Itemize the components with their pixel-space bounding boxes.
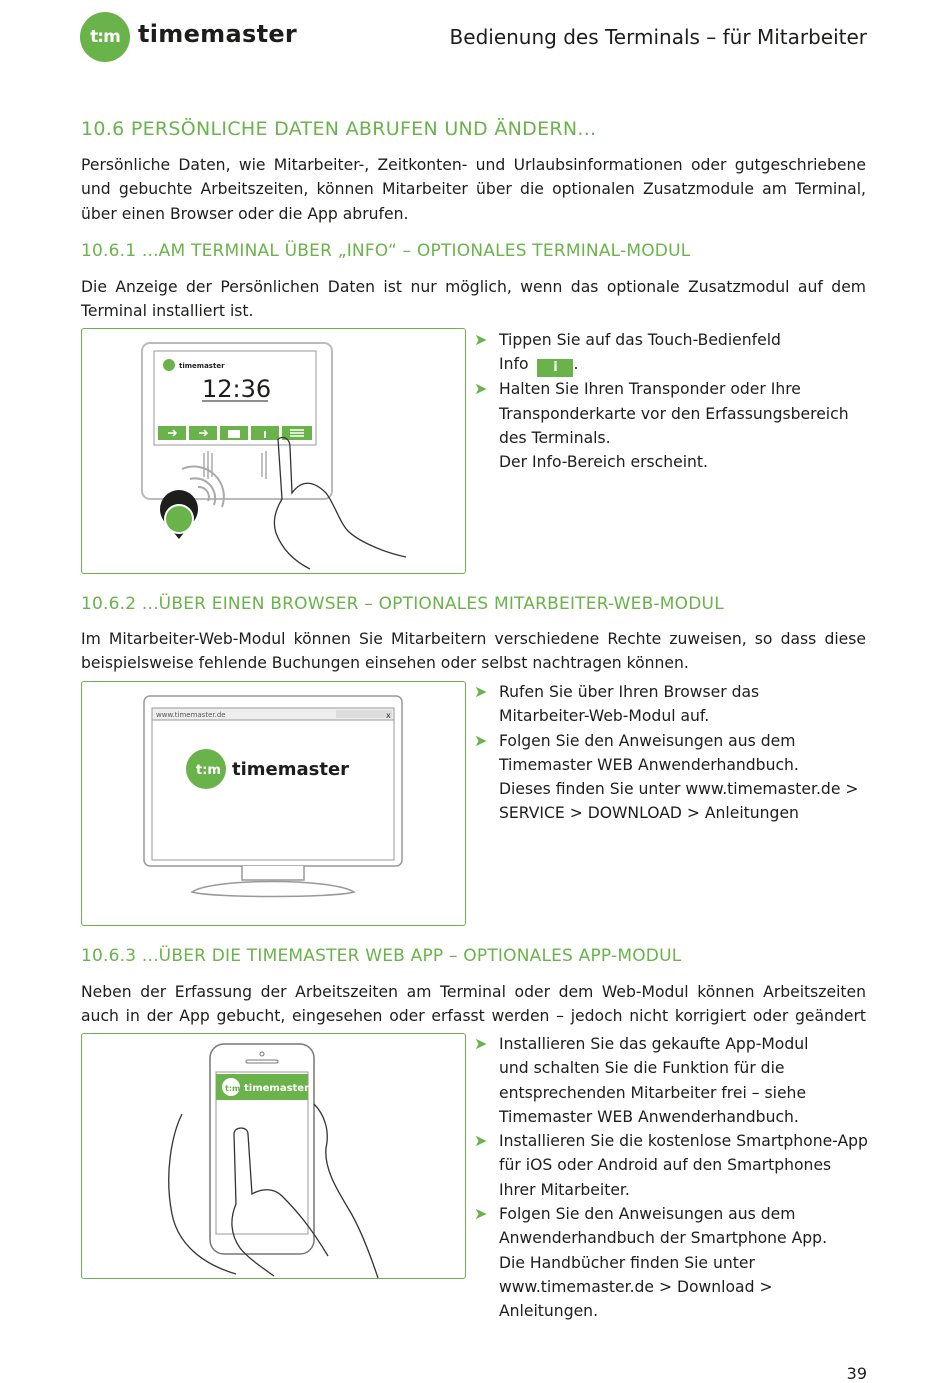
step-line: Timemaster WEB Anwenderhandbuch. [499,1107,799,1126]
info-icon: i [537,359,573,377]
step-line: Installieren Sie die kostenlose Smartphone-App [499,1132,868,1151]
step-line: Halten Sie Ihren Transponder oder Ihre [499,380,801,399]
terminal-logo-icon [163,359,175,371]
step-line: Transponderkarte vor den Erfassungsbereich [499,404,849,423]
section-heading: 10.6 PERSÖNLICHE DATEN ABRUFEN UND ÄNDERN... [81,118,597,140]
svg-text:t:m: t:m [196,763,221,778]
step-line: Dieses finden Sie unter www.timemaster.de > [499,780,859,799]
browser-url: www.timemaster.de [156,711,226,719]
smartphone-drawing [82,1034,465,1278]
step-line: Die Handbücher finden Sie unter [499,1253,755,1272]
brand-name: timemaster [138,20,298,48]
chevron-right-icon: ➤ [474,682,488,701]
chevron-right-icon: ➤ [474,330,488,349]
terminal-time: 12:36 [202,375,272,403]
step-line: entsprechenden Mitarbeiter frei – siehe [499,1083,807,1102]
step-line: für iOS oder Android auf den Smartphones [499,1156,832,1175]
step-line: Folgen Sie den Anweisungen aus dem [499,1205,796,1224]
step-item [474,729,894,826]
step-line: Anleitungen. [499,1302,599,1321]
page-number: 39 [846,1364,867,1383]
browser-brand: timemaster [232,759,350,780]
section-intro: Persönliche Daten, wie Mitarbeiter-, Zeitkonten- und Urlaubsinformationen oder gutgeschriebene und gebuchte Arbeitszeiten, können Mitarbeiter über die optionalen Zusatzmodule am Terminal, über einen Browser oder die App abrufen. [81,156,866,223]
terminal-illustration [81,328,466,574]
step-line: des Terminals. [499,428,611,447]
subsection-2-heading: 10.6.2 ...ÜBER EINEN BROWSER – OPTIONALES MITARBEITER-WEB-MODUL [81,594,724,614]
terminal-button-bar [158,426,312,440]
step-line: Anwenderhandbuch der Smartphone App. [499,1229,828,1248]
monitor-drawing [82,682,465,925]
subsection-3-steps [474,1032,894,1324]
step-item [474,377,894,474]
info-icon [264,431,266,438]
subsection-3-heading: 10.6.3 ...ÜBER DIE TIMEMASTER WEB APP – OPTIONALES APP-MODUL [81,946,682,966]
step-line: Der Info-Bereich erscheint. [499,453,709,472]
step-line: SERVICE > DOWNLOAD > Anleitungen [499,804,799,823]
browser-illustration [81,681,466,926]
step-line: Mitarbeiter-Web-Modul auf. [499,707,710,726]
step-line: Timemaster WEB Anwenderhandbuch. [499,755,799,774]
close-icon: x [386,711,391,720]
step-line: Info [499,355,529,374]
terminal-drawing [82,329,465,573]
step-item [474,1032,894,1129]
step-item [474,328,894,377]
chevron-right-icon: ➤ [474,1204,488,1224]
subsection-1-text: Die Anzeige der Persönlichen Daten ist nur möglich, wenn das optionale Zusatzmodul auf dem Terminal installiert ist. [81,278,866,321]
step-line: Ihrer Mitarbeiter. [499,1180,630,1199]
step-item [474,1129,894,1202]
svg-text:t:m: t:m [225,1084,241,1093]
terminal-brand: timemaster [179,362,225,370]
step-line: und schalten Sie die Funktion für die [499,1059,785,1078]
step-line: . [573,355,579,374]
step-line: www.timemaster.de > Download > [499,1277,773,1296]
subsection-1-heading: 10.6.1 ...AM TERMINAL ÜBER „INFO“ – OPTIONALES TERMINAL-MODUL [81,241,691,261]
subsection-2-steps [474,680,894,826]
subsection-1-steps [474,328,894,474]
app-illustration [81,1033,466,1279]
chevron-right-icon: ➤ [474,1131,488,1151]
step-line: Rufen Sie über Ihren Browser das [499,683,760,701]
step-item [474,680,894,729]
subsection-2-text: Im Mitarbeiter-Web-Modul können Sie Mitarbeitern verschiedene Rechte zuweisen, so dass diese beispielsweise fehlende Buchungen einsehen oder selbst nachtragen können. [81,630,866,673]
chevron-right-icon: ➤ [474,1034,488,1053]
step-item [474,1202,894,1323]
step-line: Installieren Sie das gekaufte App-Modul [499,1035,809,1053]
chevron-right-icon: ➤ [474,379,488,399]
transponder-icon [160,490,198,546]
subsection-3-text: Neben der Erfassung der Arbeitszeiten am Terminal oder dem Web-Modul können Arbeitszeiten auch in der App gebucht, eingesehen oder erfasst werden – jedoch nicht korrigiert oder geändert [81,983,866,1026]
timemaster-logo [80,12,130,62]
briefcase-icon [228,430,240,438]
step-line: Tippen Sie auf das Touch-Bedienfeld [499,331,781,349]
page-header-title: Bedienung des Terminals – für Mitarbeiter [449,25,867,49]
app-brand: timemaster [244,1083,310,1094]
logo-mark: t:m [90,27,120,47]
step-line: Folgen Sie den Anweisungen aus dem [499,731,796,750]
chevron-right-icon: ➤ [474,730,488,750]
